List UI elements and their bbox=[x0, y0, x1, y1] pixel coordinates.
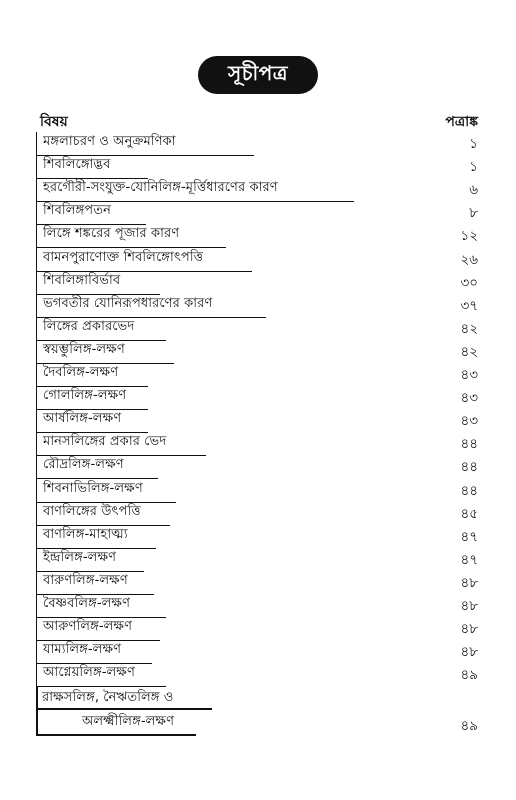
toc-entry-title: আরুণলিঙ্গ-লক্ষণ bbox=[36, 617, 160, 641]
toc-entry bbox=[0, 363, 516, 387]
entry-bracket-vertical bbox=[36, 686, 38, 736]
toc-entry-page: ৪৮ bbox=[460, 574, 478, 591]
page-column-header: পত্রাঙ্ক bbox=[445, 114, 478, 130]
toc-entry-title: রৌদ্রলিঙ্গ-লক্ষণ bbox=[36, 455, 158, 479]
toc-entry bbox=[0, 224, 516, 248]
toc-entry-title: বারুণলিঙ্গ-লক্ষণ bbox=[36, 571, 154, 595]
toc-entry bbox=[0, 432, 516, 456]
toc-entry-page: ৪৪ bbox=[460, 459, 478, 476]
toc-entry-title: বাণলিঙ্গ-মাহাত্ম্য bbox=[36, 525, 156, 549]
toc-entry-page: ৪৪ bbox=[460, 436, 478, 453]
toc-entry bbox=[0, 271, 516, 295]
toc-entry bbox=[0, 132, 516, 156]
toc-entry-title: মঙ্গলাচরণ ও অনুক্রমণিকা bbox=[36, 132, 254, 156]
toc-entry-title: শিবলিঙ্গপতন bbox=[36, 201, 146, 225]
toc-entry-title: বামনপুরাণোক্ত শিবলিঙ্গোৎপত্তি bbox=[36, 248, 252, 272]
toc-entry-page: ১২ bbox=[460, 228, 478, 245]
toc-entry-title: স্বয়ম্ভুলিঙ্গ-লক্ষণ bbox=[36, 340, 174, 364]
toc-entry bbox=[0, 571, 516, 595]
toc-entry-page: ৮ bbox=[469, 205, 478, 222]
toc-entry-page: ৩০ bbox=[460, 274, 478, 291]
toc-entry bbox=[0, 548, 516, 572]
toc-entry bbox=[0, 386, 516, 410]
toc-entry-title: শিবলিঙ্গোদ্ভব bbox=[36, 155, 148, 179]
toc-entry-title: লিঙ্গে শঙ্করের পূজার কারণ bbox=[36, 224, 226, 248]
toc-entry bbox=[0, 409, 516, 433]
toc-entry-page: ১ bbox=[469, 159, 478, 176]
toc-entry-page: ৪৭ bbox=[460, 551, 478, 568]
toc-entry-page: ৪৪ bbox=[460, 482, 478, 499]
toc-entry-title: যাম্যলিঙ্গ-লক্ষণ bbox=[36, 640, 152, 664]
toc-entry-title: হরগৌরী-সংযুক্ত-যোনিলিঙ্গ-মূর্ত্তিধারণের কারণ bbox=[36, 178, 354, 202]
toc-entry-page: ৩৭ bbox=[460, 297, 478, 314]
toc-entry bbox=[0, 594, 516, 618]
toc-entry-title-line1: রাক্ষসলিঙ্গ, নৈঋতলিঙ্গ ও bbox=[42, 690, 174, 706]
toc-entry-page: ১ bbox=[469, 136, 478, 152]
toc-entry bbox=[0, 479, 516, 503]
subject-column-header: বিষয় bbox=[40, 114, 68, 130]
toc-entry-page: ৪২ bbox=[460, 320, 478, 337]
toc-entry-page: ৪৩ bbox=[460, 390, 478, 407]
toc-entry-page: ৪৩ bbox=[460, 367, 478, 383]
toc-entry bbox=[0, 340, 516, 364]
toc-entry bbox=[0, 663, 516, 687]
toc-entry-page: ৪৮ bbox=[460, 621, 478, 638]
toc-entry-page: ৪৯ bbox=[460, 718, 478, 735]
toc-entry-title-line2: অলক্ষ্মীলিঙ্গ-লক্ষণ bbox=[82, 714, 175, 730]
toc-entry-title: ইন্দ্রলিঙ্গ-লক্ষণ bbox=[36, 548, 144, 572]
toc-entry-page: ৬ bbox=[469, 182, 478, 199]
toc-entry-page: ৪৯ bbox=[460, 667, 478, 684]
toc-entry-title: দৈবলিঙ্গ-লক্ষণ bbox=[36, 363, 148, 387]
toc-entry-page: ৪৮ bbox=[460, 644, 478, 661]
toc-entry bbox=[0, 201, 516, 225]
toc-entry bbox=[0, 178, 516, 202]
toc-entry-title: আর্ষলিঙ্গ-লক্ষণ bbox=[36, 409, 148, 433]
toc-entry-title: শিবলিঙ্গাবির্ভাব bbox=[36, 271, 160, 295]
toc-entry bbox=[0, 294, 516, 318]
toc-entry bbox=[0, 525, 516, 549]
toc-entry bbox=[0, 502, 516, 526]
toc-entry-page: ২৬ bbox=[460, 251, 478, 268]
toc-entry bbox=[0, 155, 516, 179]
toc-entry-title: বৈষ্ণবলিঙ্গ-লক্ষণ bbox=[36, 594, 166, 618]
toc-entry bbox=[0, 640, 516, 664]
toc-entry-title: মানসলিঙ্গের প্রকার ভেদ bbox=[36, 432, 206, 456]
toc-entry bbox=[0, 455, 516, 479]
toc-entry-title: লিঙ্গের প্রকারভেদ bbox=[36, 317, 166, 341]
toc-entry-page: ৪৮ bbox=[460, 598, 478, 614]
toc-entry-title: ভগবতীর যোনিরূপধারণের কারণ bbox=[36, 294, 266, 318]
toc-entry bbox=[0, 317, 516, 341]
toc-entry-page: ৪২ bbox=[460, 343, 478, 360]
toc-entry bbox=[0, 248, 516, 272]
toc-entry-page: ৪৭ bbox=[460, 528, 478, 545]
toc-entry-title: আগ্নেয়লিঙ্গ-লক্ষণ bbox=[36, 663, 166, 687]
toc-entry-page: ৪৫ bbox=[460, 505, 478, 522]
toc-entry-title: গোললিঙ্গ-লক্ষণ bbox=[36, 386, 148, 410]
toc-entry-title: বাণলিঙ্গের উৎপত্তি bbox=[36, 502, 170, 526]
toc-entry-page: ৪৩ bbox=[460, 413, 478, 430]
toc-entry-title: শিবনাভিলিঙ্গ-লক্ষণ bbox=[36, 479, 176, 503]
page-title: সূচীপত্র bbox=[198, 56, 318, 94]
entry-bracket-underline bbox=[36, 734, 196, 736]
toc-entry bbox=[0, 617, 516, 641]
